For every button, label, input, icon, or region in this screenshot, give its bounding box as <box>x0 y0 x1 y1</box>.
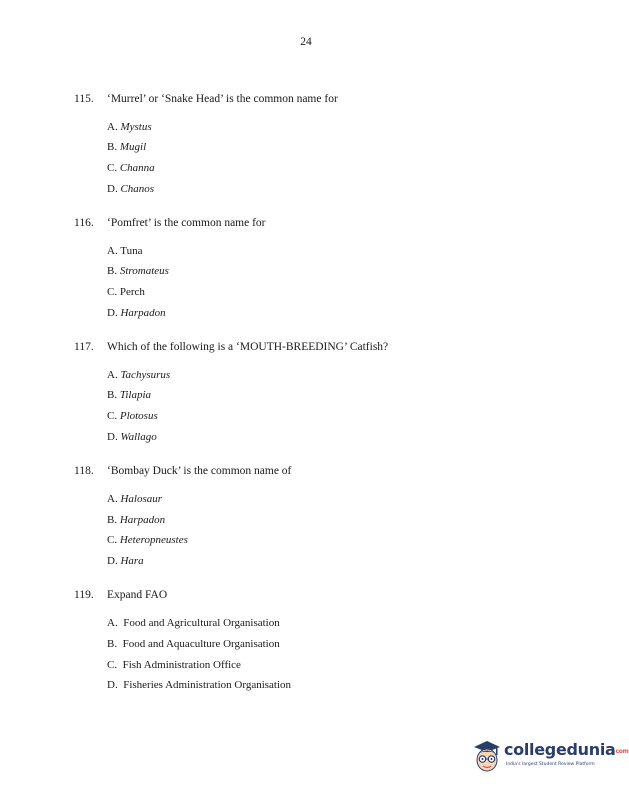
option-119-a: A. Food and Agricultural Organisation <box>107 617 280 629</box>
option-115-a: A. Mystus <box>107 121 152 133</box>
question-text: Which of the following is a ‘MOUTH-BREEDING’ Catfish? <box>107 341 389 353</box>
question-text: Expand FAO <box>107 589 168 601</box>
option-115-d: D. Chanos <box>107 183 155 195</box>
question-number: 118. <box>74 465 94 477</box>
option-117-d: D. Wallago <box>107 431 157 443</box>
collegedunia-logo <box>470 738 629 778</box>
logo-tagline: India's largest Student Review Platform <box>506 762 595 767</box>
question-number: 117. <box>74 341 94 353</box>
option-117-a: A. Tachysurus <box>107 369 171 381</box>
question-text: ‘Pomfret’ is the common name for <box>107 217 266 229</box>
option-118-a: A. Halosaur <box>107 493 163 505</box>
option-119-c: C. Fish Administration Office <box>107 659 241 671</box>
option-118-d: D. Hara <box>107 555 144 567</box>
option-118-c: C. Heteropneustes <box>107 534 188 546</box>
question-number: 115. <box>74 93 94 105</box>
question-118 <box>74 465 291 477</box>
option-115-b: B. Mugil <box>107 141 147 153</box>
question-117 <box>74 341 388 353</box>
logo-brand: collegeduniacom <box>504 740 629 759</box>
question-text: ‘Bombay Duck’ is the common name of <box>107 465 292 477</box>
option-117-c: C. Plotosus <box>107 410 158 422</box>
question-number: 116. <box>74 217 94 229</box>
question-119 <box>74 589 167 601</box>
question-number: 119. <box>74 589 94 601</box>
page-number: 24 <box>300 36 312 48</box>
option-116-b: B. Stromateus <box>107 265 169 277</box>
question-115 <box>74 93 338 105</box>
question-text: ‘Murrel’ or ‘Snake Head’ is the common name for <box>107 93 338 105</box>
option-119-b: B. Food and Aquaculture Organisation <box>107 638 280 650</box>
mascot-icon <box>470 738 504 778</box>
option-118-b: B. Harpadon <box>107 514 166 526</box>
question-116 <box>74 217 266 229</box>
option-117-b: B. Tilapia <box>107 389 152 401</box>
option-116-a: A. Tuna <box>107 245 143 257</box>
option-116-c: C. Perch <box>107 286 145 298</box>
option-116-d: D. Harpadon <box>107 307 166 319</box>
option-115-c: C. Channa <box>107 162 155 174</box>
option-119-d: D. Fisheries Administration Organisation <box>107 679 292 691</box>
